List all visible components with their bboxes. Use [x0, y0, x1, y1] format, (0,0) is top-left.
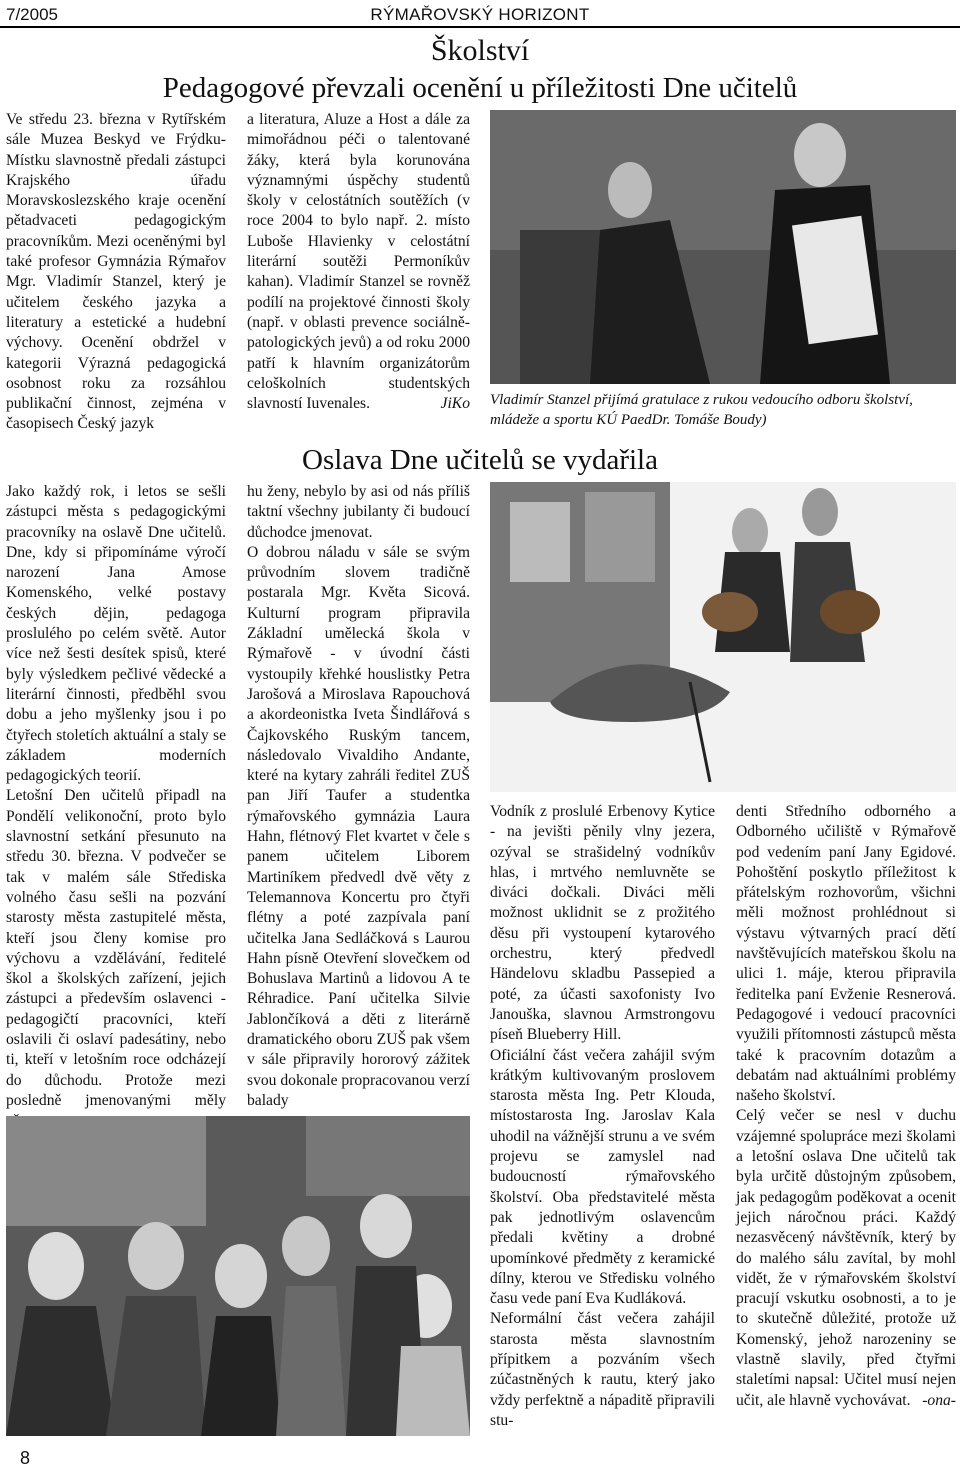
toast-photo [6, 1116, 470, 1436]
article1-column-1 [6, 110, 226, 435]
article2-column-3 [490, 802, 715, 1431]
article1-column-2 [247, 110, 470, 414]
toast-photo-image [6, 1116, 470, 1436]
page-number: 8 [20, 1448, 31, 1468]
article2-text-2b: O dobrou náladu v sále se svým průvodním slovem tradičně postarala Mgr. Květa Sicová. Kulturní program připravila Základní umělecká škola v Rýmařově - v úvodní části vystoupily křehké houslistky Petra Jarošová a Miroslava Rapouchová a akordeonistka Iveta Šindlářová s Čajkovského Ruským tancem, následovalo Vivaldiho Andante, které na kytary zahráli ředitel ZUŠ pan Jiří Taufer a studentka rýmařovského gymnázia Laura Hahn, flétnový Flet kvartet v čele s panem učitelem Liborem Martiníkem předvedl dvě věty z Telemannova Koncertu pro čtyři flétny a poté zazpívala paní učitelka Jana Sedláčková s Laurou Hahn písně Otevření slovečkem od Bohuslava Martinů a lidovou A te Réhradice. Paní učitelka Silvie Jablončíková a děti z literárně dramatického oboru ZUŠ pak všem v sále připravily hororový zážitek svou dokonale propracovanou verzí balady [247, 543, 471, 1109]
article2-text-3c: Neformální část večera zahájil starosta města slavnostním přípitkem a pozváním všech zúčastněných k rautu, který jako vždy perfektně a nápaditě připravili stu- [490, 1310, 715, 1429]
award-photo-caption: Vladimír Stanzel přijímá gratulace z rukou vedoucího odboru školství, mládeže a sportu KÚ PaedDr. Tomáše Boudy) [490, 392, 913, 428]
award-photo-image [490, 110, 956, 384]
article1-text-1: Ve středu 23. března v Rytířském sále Muzea Beskyd ve Frýdku-Místku slavnostně předali zástupci Krajského úřadu Moravskoslezského kraje ocenění pětadvaceti pedagogickým pracovníkům. Mezi oceněnými byl také profesor Gymnázia Rýmařov Mgr. Vladimír Stanzel, který je učitelem českého jazyka a literatury a estetické a hudební výchovy. Ocenění obdržel v kategorii Výrazná pedagogická osobnost roku za rozsáhlou publikační činnost, zejména v časopisech Český jazyk [6, 111, 226, 433]
page-header [0, 0, 960, 34]
award-photo [490, 110, 956, 384]
article2-column-4 [736, 802, 956, 1411]
article2-signature: -ona- [922, 1391, 956, 1409]
article2-text-2: hu ženy, nebylo by asi od nás příliš taktní všechny jubilanty či budoucí důchodce jmenovat. [247, 483, 470, 541]
concert-photo-image [490, 482, 956, 792]
article2-text-1: Jako každý rok, i letos se sešli zástupci města s pedagogickými pracovníky na oslavě Dne učitelů. Dne, kdy si připomínáme výročí narození Jana Amose Komenského, velké postavy českých dějin, pedagoga proslulého po celém světě. Autor více než šesti desítek spisů, které byly výsledkem pečlivé vědecké a literární činnosti, předběhl svou dobu a jeho myšlenky jsou i po čtyřech stoletích aktuální a staly se základem moderních pedagogických teorií. [6, 483, 226, 785]
article2-title: Oslava Dne učitelů se vydařila [302, 444, 658, 476]
article1-title: Pedagogové převzali ocenění u příležitosti Dne učitelů [162, 72, 798, 104]
article2-text-4: denti Středního odborného a Odborného učiliště v Rýmařově pod vedením paní Jany Egidové. Pohoštění poskytlo příležitost k přátelským rozhovorům, všichni měli možnost prohlédnout si výstavu výtvarných prací dětí navštěvujících mateřskou školu na ulici 1. máje, kterou připravila ředitelka paní Evženie Resnerová. Pedagogové i vedoucí pracovníci využili přítomnosti zástupců města také k pracovním dotazům a debatám nad aktuálními problémy našeho školství. [736, 803, 956, 1105]
article1-text-2: a literatura, Aluze a Host a dále za mimořádnou péči o talentované žáky, která byla korunována významnými úspěchy studentů školy v celostátních soutěžích (v roce 2004 to bylo např. 2. místo Luboše Hlavienky v celostátní literární soutěži Permoníkův kahan). Vladimír Stanzel se rovněž podílí na projektové činnosti školy (např. v oblasti prevence sociálně-patologických jevů) a od roku 2000 patří k hlavním organizátorům celoškolních studentských slavností Iuvenales. JiKo [247, 110, 470, 414]
concert-photo [490, 482, 956, 792]
article2-text-3: Vodník z proslulé Erbenovy Kytice - na jevišti pěnily vlny jezera, ozýval se strašidelný vodníkův hlas, i mrtvého nemluvněte se diváci dočkali. Diváci měli možnost uklidnit se z prožitého děsu při vystoupení kytarového orchestru, který předvedl Händelovu skladbu Passepied a poté, za účasti saxofonisty Ivo Janouška, slavnou Armstrongovu píseň Blueberry Hill. [490, 803, 715, 1044]
publication-title: RÝMAŘOVSKÝ HORIZONT [370, 5, 590, 24]
article2-column-2 [247, 482, 470, 1111]
article1-signature: JiKo [440, 395, 470, 413]
section-title: Školství [430, 34, 530, 67]
article2-text-3b: Oficiální část večera zahájil svým krátkým kultivovaným proslovem starosta města Ing. Petr Klouda, místostarosta Ing. Jaroslav Kala uhodil na vážnější strunu a ve svém projevu se zamyslel nad budoucností rýmařovského školství. Oba představitelé města pak jednotlivým oslavencům předali květiny a drobné upomínkové předměty z keramické dílny, kterou ve Středisku volného času vede paní Eva Kudláková. [490, 1046, 715, 1308]
issue-number: 7/2005 [6, 5, 58, 24]
header-rule [0, 26, 960, 28]
article2-column-1 [6, 482, 226, 1132]
article2-text-1b: Letošní Den učitelů připadl na Pondělí velikonoční, proto bylo slavnostní setkání přesunuto na středu 30. března. V podvečer se tak v malém sále Střediska volného času sešli na pozvání starosty města zastupitelé města, kteří jsou členy komise pro výchovu a vzdělávání, ředitelé škol a školských zařízení, jejich zástupci a především oslavenci - pedagogičtí pracovníci, kteří oslavili či oslaví padesátiny, nebo ti, kteří v letošním roce odcházejí do důchodu. Protože mezi posledně jmenovanými měly [6, 787, 226, 1109]
article2-text-4b: Celý večer se nesl v duchu vzájemné spolupráce mezi školami a letošní oslava Dne učitelů tak byla určitě důstojným způsobem, jak pedagogům poděkovat a ocenit jejich náročnou práci. Každý nezasvěcený návštěvník, který by do malého sálu zavítal, by mohl vidět, že v rýmařovském školství pracují vskutku osobnosti, a to je to skutečně důležité, protože už Komenský, jehož narozeniny se vlastně slavily, před čtyřmi staletími napsal: Učitel musí nejen učit, ale hlavně vychovávat. -ona- [736, 1106, 956, 1410]
